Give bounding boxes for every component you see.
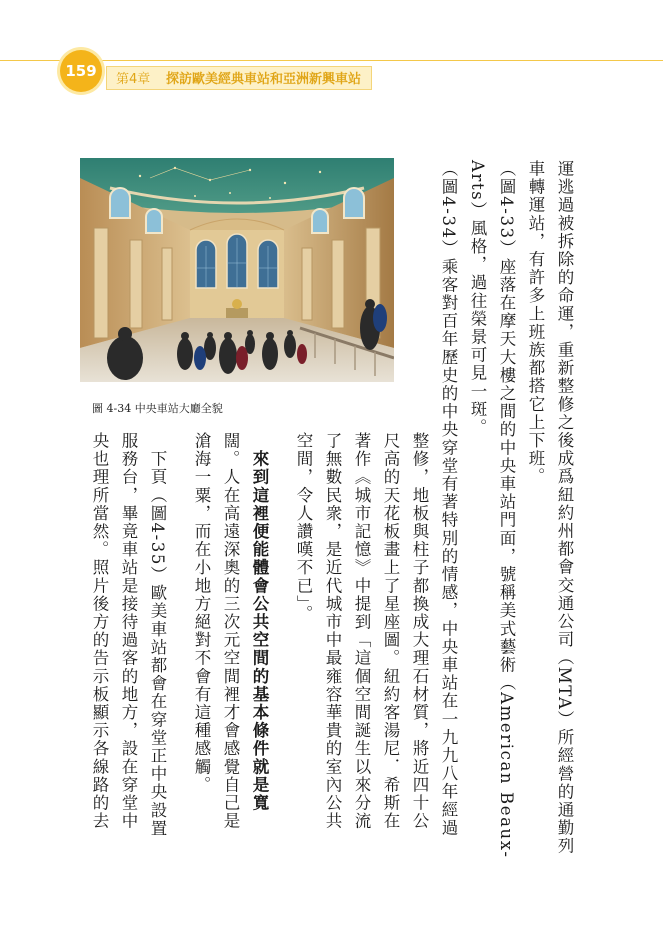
text-column: 闊。人在高遠深奧的三次元空間裡才會感覺自己是 bbox=[221, 432, 240, 831]
grand-central-photo bbox=[80, 158, 394, 382]
text-column: Arts）風格，過往榮景可見一斑。 bbox=[468, 160, 487, 437]
text-column: 滄海一粟，而在小地方絕對不會有這種感觸。 bbox=[192, 432, 211, 794]
page-number: 159 bbox=[65, 62, 97, 80]
chapter-title: 探訪歐美經典車站和亞洲新興車站 bbox=[166, 72, 362, 87]
text-column: 了無數民衆，是近代城市中最雍容華貴的室內公共 bbox=[323, 432, 342, 831]
text-column-emphasis: 來到這裡便能體會公共空間的基本條件就是寬 bbox=[250, 432, 269, 813]
text-column: 車轉運站，有許多上班族都搭它上下班。 bbox=[526, 160, 545, 486]
text-column: （圖4-33）座落在摩天大樓之間的中央車站門面，號稱美式藝術（American Beaux- bbox=[497, 160, 516, 859]
text-column: 整修，地板與柱子都換成大理石材質，將近四十公 bbox=[410, 432, 429, 831]
text-column: 空間，令人讚嘆不已」。 bbox=[294, 432, 313, 623]
text-column: 著作《城市記憶》中提到「這個空間誕生以來分流 bbox=[352, 432, 371, 831]
text-column: 下頁（圖4-35）歐美車站都會在穿堂正中央設置 bbox=[148, 432, 167, 838]
text-column: 服務台，畢竟車站是接待過客的地方，設在穿堂中 bbox=[119, 432, 138, 831]
text-column: 運逃過被拆除的命運，重新整修之後成爲紐約州都會交通公司（MTA）所經營的通勤列 bbox=[555, 160, 574, 856]
station-hall-illustration bbox=[80, 158, 394, 382]
text-column: 尺高的天花板畫上了星座圖。紐約客湯尼．希斯在 bbox=[381, 432, 400, 831]
text-column: 央也理所當然。照片後方的告示板顯示各線路的去 bbox=[90, 432, 109, 831]
figure-caption: 圖 4-34 中央車站大廳全貌 bbox=[92, 402, 223, 415]
text-column: （圖4-34）乘客對百年歷史的中央穿堂有著特別的情感，中央車站在一九九八年經過 bbox=[439, 160, 458, 837]
chapter-label: 第4章 bbox=[116, 72, 151, 87]
